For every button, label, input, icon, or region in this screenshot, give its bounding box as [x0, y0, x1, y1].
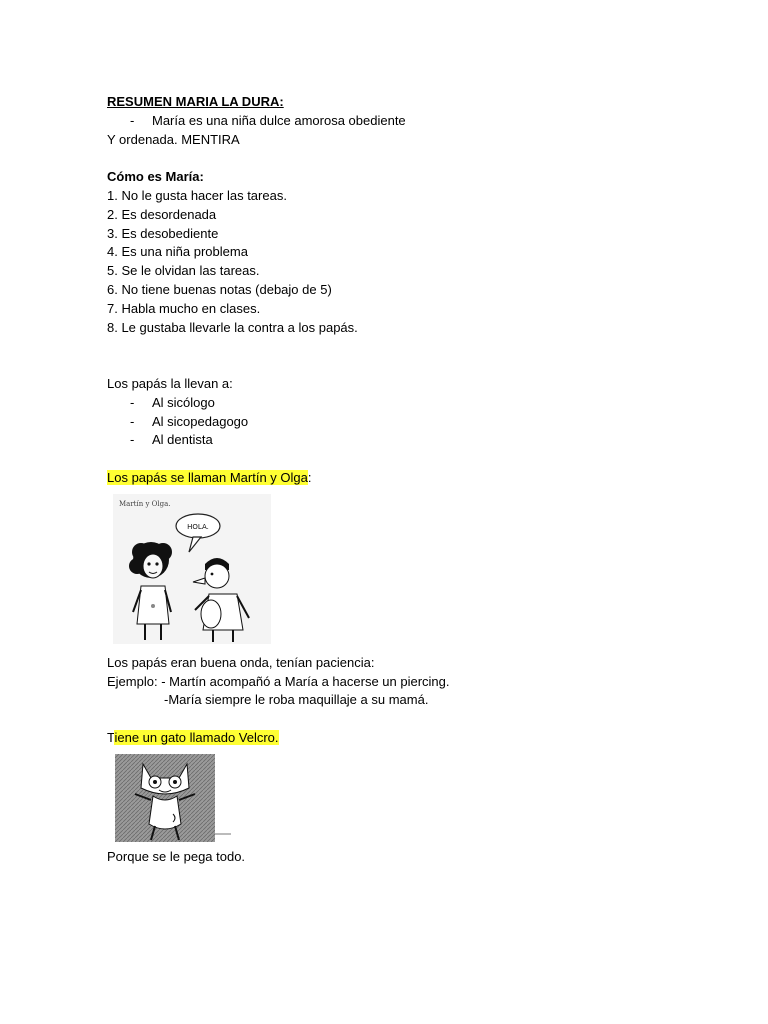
dash-list-text: Al sicólogo — [152, 394, 215, 410]
list-item: 3. Es desobediente — [107, 225, 219, 241]
spacer — [107, 450, 707, 469]
papas-line — [107, 469, 707, 488]
list-item: 1. No le gusta hacer las tareas. — [107, 187, 287, 203]
dash-bullet: - — [130, 112, 135, 128]
couple-illustration — [113, 494, 271, 644]
buena-onda-line: Los papás eran buena onda, tenían paciencia: — [107, 654, 375, 670]
dash-bullet: - — [130, 394, 135, 410]
list-item: 6. No tiene buenas notas (debajo de 5) — [107, 281, 332, 297]
gato-prefix: T — [107, 729, 115, 745]
spacer — [107, 710, 707, 729]
dash-list-item — [107, 394, 707, 413]
gato-reason: Porque se le pega todo. — [107, 848, 246, 864]
dash-list-item — [107, 413, 707, 432]
highlighted-text: Los papás se llaman Martín y Olga — [107, 469, 308, 485]
dash-list-item — [107, 431, 707, 450]
como-es-heading: Cómo es María: — [107, 169, 204, 185]
colon-text: : — [307, 469, 312, 485]
spacer — [107, 149, 707, 168]
couple-drawing — [113, 494, 271, 644]
document-page — [107, 93, 707, 867]
list-item: 7. Habla mucho en clases. — [107, 300, 261, 316]
document-title: RESUMEN MARIA LA DURA: — [107, 94, 284, 109]
dash-bullet: - — [130, 432, 135, 448]
speech-text: HOLA. — [187, 522, 209, 531]
ejemplo-line: Ejemplo: - Martín acompañó a María a hacerse un piercing. — [107, 673, 450, 689]
llevan-heading: Los papás la llevan a: — [107, 375, 233, 391]
intro-continuation: Y ordenada. MENTIRA — [107, 131, 240, 147]
intro-text: María es una niña dulce amorosa obediente — [152, 112, 406, 128]
cat-drawing — [115, 754, 233, 846]
list-item: 8. Le gustaba llevarle la contra a los papás. — [107, 319, 358, 335]
dash-list-text: Al sicopedagogo — [152, 413, 249, 429]
spacer — [107, 337, 707, 375]
list-item: 4. Es una niña problema — [107, 244, 248, 260]
list-item: 5. Se le olvidan las tareas. — [107, 263, 260, 279]
intro-list-item — [107, 112, 707, 131]
image-caption: Martín y Olga. — [119, 499, 171, 508]
ejemplo-line-2: -María siempre le roba maquillaje a su mamá. — [164, 692, 429, 708]
dash-bullet: - — [130, 413, 135, 429]
highlighted-text: iene un gato llamado Velcro. — [114, 729, 279, 745]
dash-list-text: Al dentista — [152, 432, 213, 448]
cat-illustration — [115, 754, 233, 846]
gato-line — [107, 729, 707, 748]
list-item: 2. Es desordenada — [107, 206, 217, 222]
